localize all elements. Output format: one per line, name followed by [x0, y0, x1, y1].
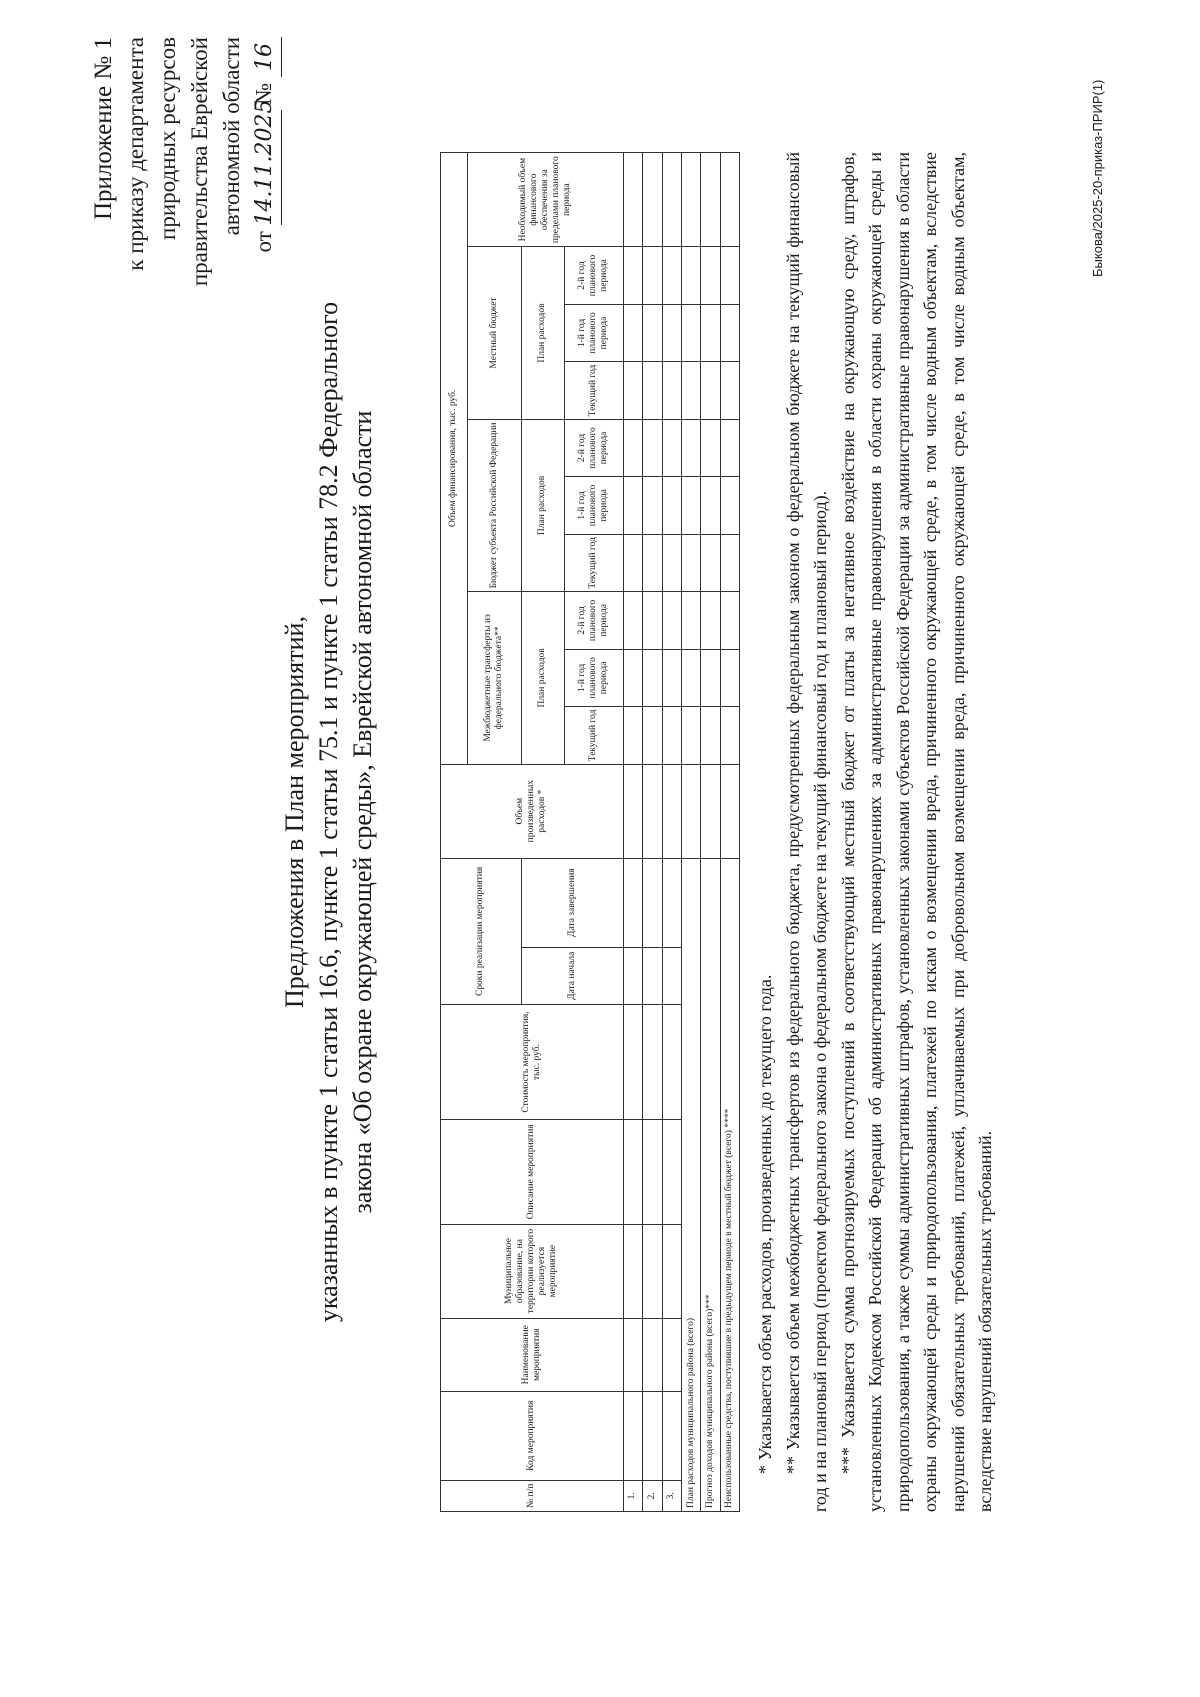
- local-first-year: 1-й год планового периода: [564, 304, 623, 361]
- appendix-number: Приложение № 1: [90, 37, 117, 221]
- document-title: [278, 287, 380, 1337]
- start-header: Дата начала: [521, 947, 623, 1004]
- appendix-header: [88, 37, 282, 367]
- appendix-date-line: [248, 37, 282, 367]
- regional-second-year: 2-й год планового периода: [564, 419, 623, 476]
- col-funding-header: Объем финансирования, тыс. руб.: [441, 153, 468, 765]
- row-number: 3.: [662, 1480, 681, 1511]
- col-num-header: № п/п: [441, 1480, 624, 1511]
- col-description-header: Описание мероприятия: [441, 1120, 624, 1225]
- federal-plan-header: План расходов: [521, 592, 564, 764]
- federal-second-year: 2-й год планового периода: [564, 592, 623, 649]
- regional-current-year: Текущий год: [564, 534, 623, 591]
- from-label: от: [251, 231, 276, 253]
- header-row-1: [441, 153, 468, 1512]
- federal-header: Межбюджетные трансферты из федерального бюджета**: [467, 592, 521, 764]
- col-code-header: Код мероприятия: [441, 1391, 624, 1480]
- col-name-header: Наименование мероприятия: [441, 1318, 624, 1391]
- end-header: Дата завершения: [521, 858, 623, 947]
- footnote-2: ** Указывается объем межбюджетных трансфертов из федерального бюджета, предусмотренных федеральным законом о федеральном бюджете на текущий финансовый год и на плановый период (проектом федерального закона о федеральном бюджете на текущий финансовый год и плановый период).: [782, 152, 830, 1512]
- footnotes: [752, 152, 1000, 1512]
- handwritten-date: 14.11.2025: [249, 110, 282, 225]
- regional-header: Бюджет субъекта Российской Федерации: [467, 419, 521, 591]
- title-line-2: указанных в пункте 1 статьи 16.6, пункте 1 статьи 75.1 и пункте 1 статьи 78.2 Федерального: [314, 301, 343, 1323]
- title-line-1: Предложения в План мероприятий,: [280, 616, 309, 1008]
- col-spent-header: Объем произведенных расходов *: [441, 764, 624, 858]
- federal-first-year: 1-й год планового периода: [564, 649, 623, 706]
- measures-table: [440, 152, 740, 1512]
- footnote-1: * Указывается объем расходов, произведенных до текущего года.: [755, 974, 775, 1474]
- regional-first-year: 1-й год планового периода: [564, 477, 623, 534]
- number-label: №: [251, 82, 276, 105]
- title-line-3: закона «Об охране окружающей среды», Еврейской автономной области: [348, 410, 377, 1214]
- row-number: 1.: [623, 1480, 642, 1511]
- local-header: Местный бюджет: [467, 247, 521, 419]
- col-terms-header: Сроки реализации мероприятия: [441, 858, 522, 1004]
- summary-plan-label: План расходов муниципального района (всего): [681, 858, 700, 1511]
- summary-row: [701, 153, 720, 1512]
- local-current-year: Текущий год: [564, 362, 623, 419]
- appendix-government-line: правительства Еврейской автономной области: [187, 37, 244, 287]
- table-row: [623, 153, 642, 1512]
- needed-header: Необходимый объем финансового обеспечения за пределами планового периода: [467, 153, 623, 247]
- document-footer: Быкова/2025-20-приказ-ПРИР(1): [1090, 79, 1105, 277]
- summary-forecast-label: Прогноз доходов муниципального района (всего)***: [701, 858, 720, 1511]
- col-cost-header: Стоимость мероприятия, тыс. руб.: [441, 1005, 624, 1120]
- local-second-year: 2-й год планового периода: [564, 247, 623, 304]
- summary-row: [720, 153, 739, 1512]
- local-plan-header: План расходов: [521, 247, 564, 419]
- row-number: 2.: [643, 1480, 662, 1511]
- table-row: [662, 153, 681, 1512]
- footnote-3: *** Указывается сумма прогнозируемых поступлений в соответствующий местный бюджет от платы за негативное воздействие на окружающую среду, штрафов, установленных Кодексом Российской Федерации об административных правонарушениях за административные правонарушения в области охраны окружающей среды и природопользования, а также суммы административных штрафов, установленных законами субъектов Российской Федерации за административные правонарушения в области охраны окружающей среды и природопользования, платежей по искам о возмещении вреда, причиненного окружающей среде, в том числе водным объектам, вследствие нарушений обязательных требований, платежей, уплачиваемых при добровольном возмещении вреда, причиненного окружающей среде, в том числе водным объектам, вследствие нарушений обязательных требований.: [837, 152, 995, 1512]
- table-row: [643, 153, 662, 1512]
- summary-row: [681, 153, 700, 1512]
- col-municipality-header: Муниципальное образование, на территории которого реализуется мероприятие: [441, 1224, 624, 1318]
- appendix-order-line: к приказу департамента природных ресурсов: [123, 37, 180, 271]
- federal-current-year: Текущий год: [564, 707, 623, 764]
- regional-plan-header: План расходов: [521, 419, 564, 591]
- handwritten-number: 16: [249, 37, 282, 77]
- summary-unused-label: Неиспользованные средства, поступившие в предыдущем периоде в местный бюджет (всего) ****: [720, 858, 739, 1511]
